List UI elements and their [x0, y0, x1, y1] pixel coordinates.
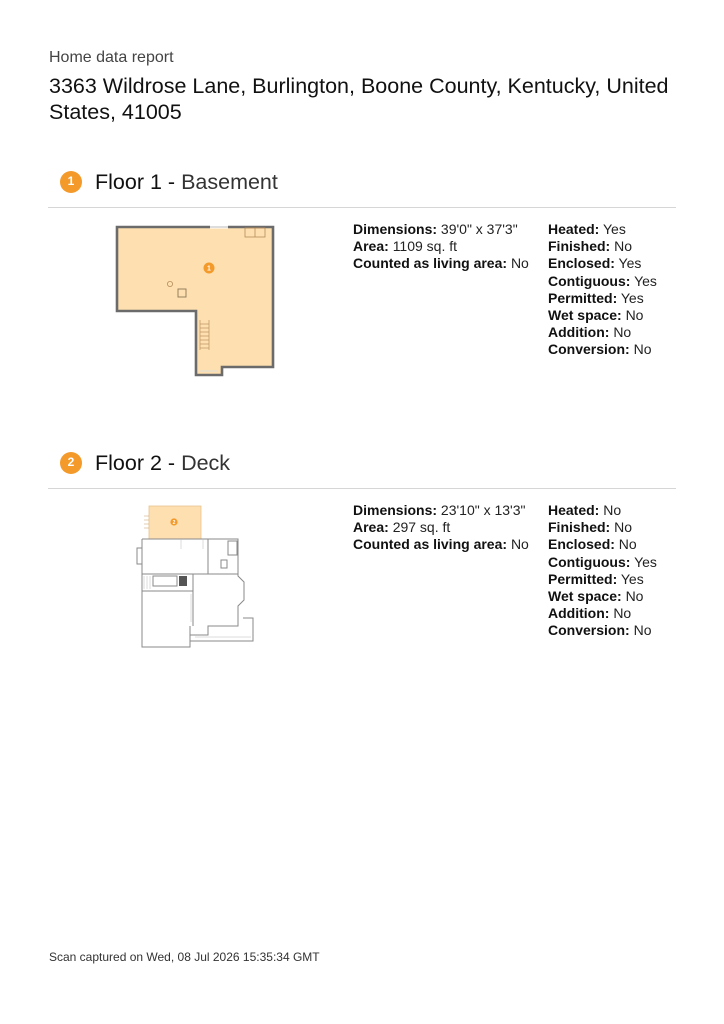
- room-marker-label: 1: [207, 265, 211, 273]
- floor-plan-basement: [110, 220, 280, 380]
- floor-heading: [95, 170, 278, 195]
- living-area-row: Counted as living area: No: [353, 536, 529, 553]
- floor-separator: -: [167, 170, 176, 194]
- permitted-row: Permitted: Yes: [548, 570, 644, 587]
- floor-type: Deck: [181, 451, 231, 475]
- heated-row: Heated: No: [548, 502, 622, 518]
- living-area-row: Counted as living area: No: [353, 255, 529, 272]
- wet-space-row: Wet space: No: [548, 588, 644, 605]
- report-kicker: Home data report: [49, 49, 174, 66]
- floor-heading: [95, 451, 230, 476]
- report-address-title: 3363 Wildrose Lane, Burlington, Boone County, Kentucky, United States, 41005: [49, 74, 669, 124]
- heated-row: Heated: Yes: [548, 221, 626, 237]
- enclosed-row: Enclosed: No: [548, 536, 637, 553]
- section-divider: [48, 207, 676, 208]
- conversion-row: Conversion: No: [548, 341, 652, 358]
- floor-details-primary: [353, 502, 529, 554]
- floor-number-badge: 1: [60, 171, 82, 193]
- finished-row: Finished: No: [548, 238, 633, 255]
- scan-timestamp-footer: Scan captured on Wed, 08 Jul 2026 15:35:34 GMT: [49, 950, 320, 964]
- finished-row: Finished: No: [548, 519, 633, 536]
- permitted-row: Permitted: Yes: [548, 289, 644, 306]
- wet-space-row: Wet space: No: [548, 307, 644, 324]
- addition-row: Addition: No: [548, 605, 632, 622]
- dimensions-row: Dimensions: 39'0" x 37'3": [353, 221, 518, 237]
- area-row: Area: 1109 sq. ft: [353, 238, 458, 255]
- floor-details-primary: [353, 221, 529, 273]
- conversion-row: Conversion: No: [548, 622, 652, 639]
- floor-number-badge: 2: [60, 452, 82, 474]
- floor-details-attributes: [548, 502, 657, 640]
- enclosed-row: Enclosed: Yes: [548, 255, 642, 272]
- floor-type: Basement: [181, 170, 278, 194]
- addition-row: Addition: No: [548, 324, 632, 341]
- section-divider: [48, 488, 676, 489]
- contiguous-row: Contiguous: Yes: [548, 272, 657, 289]
- contiguous-row: Contiguous: Yes: [548, 553, 657, 570]
- floor-name: Floor 1: [95, 170, 162, 194]
- area-row: Area: 297 sq. ft: [353, 519, 451, 536]
- floor-details-attributes: [548, 221, 657, 359]
- room-marker-label: 2: [172, 519, 176, 526]
- floor-name: Floor 2: [95, 451, 162, 475]
- floor-separator: -: [167, 451, 176, 475]
- floor-plan-deck: [133, 504, 258, 650]
- dimensions-row: Dimensions: 23'10" x 13'3": [353, 502, 526, 518]
